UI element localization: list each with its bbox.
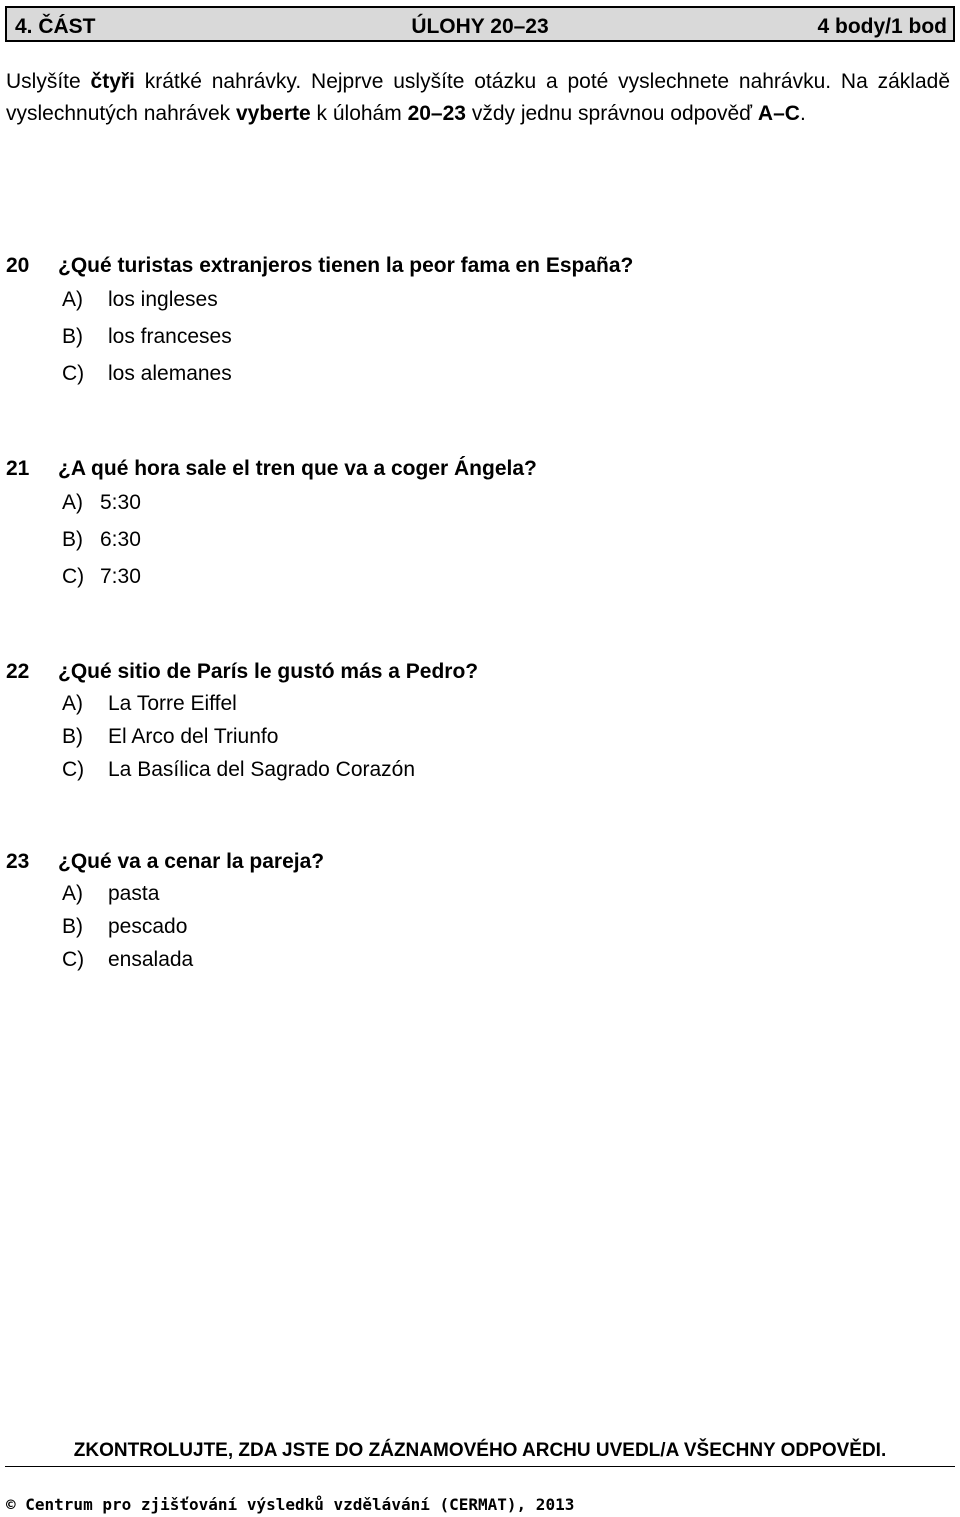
option-c[interactable]: C) 7:30 xyxy=(62,565,141,588)
question-21 xyxy=(6,454,537,595)
question-number: 20 xyxy=(6,254,30,277)
question-text: ¿A qué hora sale el tren que va a coger Ángela? xyxy=(58,457,537,480)
option-a[interactable]: A) los ingleses xyxy=(62,288,218,311)
emphasis-range: 20–23 xyxy=(407,102,466,125)
option-b[interactable]: B) 6:30 xyxy=(62,528,141,551)
option-a[interactable]: A) 5:30 xyxy=(62,491,141,514)
question-23 xyxy=(6,847,324,976)
emphasis-select: vyberte xyxy=(235,102,311,125)
question-text: ¿Qué va a cenar la pareja? xyxy=(58,850,325,873)
question-number: 21 xyxy=(6,457,30,480)
section-header xyxy=(5,6,955,42)
question-title xyxy=(6,657,478,687)
emphasis-count: čtyři xyxy=(90,70,135,93)
header-tasks: ÚLOHY 20–23 xyxy=(411,15,549,38)
question-20 xyxy=(6,251,633,392)
footer-copyright: © Centrum pro zjišťování výsledků vzdělávání (CERMAT), 2013 xyxy=(6,1495,575,1514)
question-number: 22 xyxy=(6,660,30,683)
question-title xyxy=(6,251,633,281)
instructions: Uslyšíte čtyři krátké nahrávky. Nejprve uslyšíte otázku a poté vyslechnete nahrávku. Na základě vyslechnutých nahrávek vyberte k úlohám 20–23 vždy jednu správnou odpověď A–C. xyxy=(6,70,950,125)
footer-divider xyxy=(5,1466,955,1467)
header-points: 4 body/1 bod xyxy=(817,15,947,38)
question-22 xyxy=(6,657,478,786)
option-a[interactable]: A) La Torre Eiffel xyxy=(62,692,237,715)
option-b[interactable]: B) los franceses xyxy=(62,325,232,348)
emphasis-options: A–C xyxy=(757,102,800,125)
question-title xyxy=(6,847,324,877)
header-part: 4. ČÁST xyxy=(15,15,96,38)
question-number: 23 xyxy=(6,850,30,873)
footer-check-notice: ZKONTROLUJTE, ZDA JSTE DO ZÁZNAMOVÉHO ARCHU UVEDL/A VŠECHNY ODPOVĚDI. xyxy=(73,1440,887,1461)
question-title xyxy=(6,454,537,484)
question-text: ¿Qué sitio de París le gustó más a Pedro? xyxy=(58,660,479,683)
option-b[interactable]: B) pescado xyxy=(62,915,188,938)
option-b[interactable]: B) El Arco del Triunfo xyxy=(62,725,279,748)
option-a[interactable]: A) pasta xyxy=(62,882,160,905)
question-text: ¿Qué turistas extranjeros tienen la peor fama en España? xyxy=(58,254,634,277)
option-c[interactable]: C) La Basílica del Sagrado Corazón xyxy=(62,758,416,781)
option-c[interactable]: C) los alemanes xyxy=(62,362,232,385)
option-c[interactable]: C) ensalada xyxy=(62,948,194,971)
